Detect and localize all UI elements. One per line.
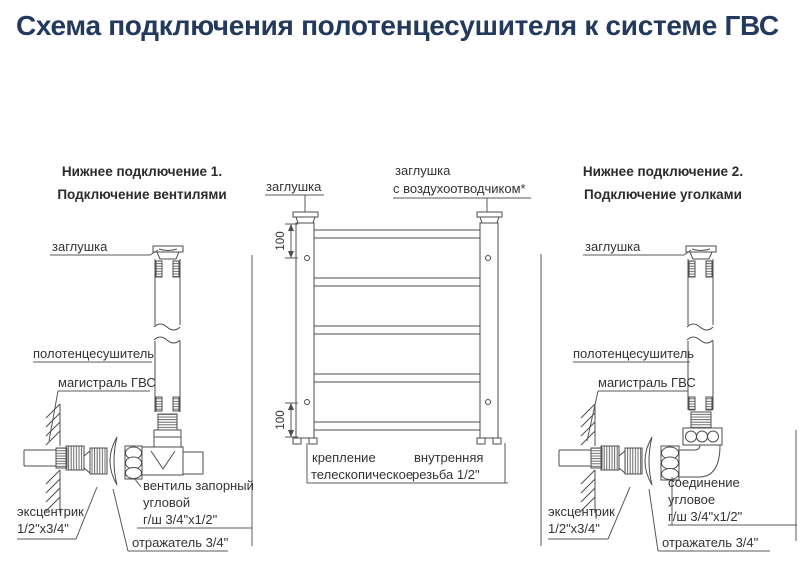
left-label-reflector: отражатель 3/4" [132, 535, 229, 550]
mid-label-mount-1: крепление [312, 450, 376, 465]
right-angle-elbow [661, 412, 722, 480]
right-label-reflector: отражатель 3/4" [662, 535, 759, 550]
mid-label-mount-2: телескопическое [311, 467, 414, 482]
mid-label-thread-2: резьба 1/2" [412, 467, 480, 482]
left-towel-rail-pipe [153, 246, 183, 412]
right-label-towel-rail: полотенцесушитель [573, 346, 695, 361]
right-label-plug: заглушка [585, 239, 641, 254]
rail-body [293, 223, 501, 444]
left-eccentric [66, 446, 107, 474]
left-label-towel-rail: полотенцесушитель [33, 346, 155, 361]
left-label-valve-3: г/ш 3/4"x1/2" [143, 512, 218, 527]
dim-top-100: 100 [275, 231, 287, 251]
right-label-elbow-2: угловое [668, 492, 716, 507]
left-wall-and-main [24, 404, 67, 513]
left-label-valve-1: вентиль запорный [143, 478, 254, 493]
left-label-main: магистраль ГВС [58, 375, 156, 390]
page-title: Схема подключения полотенцесушителя к системе ГВС [16, 10, 779, 41]
right-label-main: магистраль ГВС [598, 375, 696, 390]
rail-plugs [293, 212, 502, 223]
right-wall-and-main [559, 404, 602, 513]
left-label-eccentric-1: эксцентрик [17, 504, 84, 519]
right-label-elbow-3: г/ш 3/4"x1/2" [668, 509, 743, 524]
left-label-valve-2: угловой [143, 495, 191, 510]
panel-bottom-connection-1 [17, 164, 254, 551]
panel-bottom-connection-2 [548, 164, 797, 551]
left-angle-valve [125, 414, 203, 479]
panel2-heading-line2: Подключение уголками [584, 187, 742, 202]
panel1-heading-line1: Нижнее подключение 1. [61, 164, 223, 179]
right-label-eccentric-2: 1/2"x3/4" [548, 521, 600, 536]
right-reflector [645, 437, 652, 485]
mid-label-airvent-1: заглушка [395, 163, 451, 178]
right-eccentric [601, 446, 642, 474]
dim-bottom-100: 100 [275, 410, 287, 430]
right-label-eccentric-1: эксцентрик [548, 504, 615, 519]
left-label-eccentric-2: 1/2"x3/4" [17, 521, 69, 536]
left-label-plug: заглушка [52, 239, 108, 254]
panel-rail-front-view [265, 163, 541, 546]
left-reflector [110, 437, 117, 485]
mid-label-plug: заглушка [266, 179, 322, 194]
rail-dimensions [275, 224, 298, 437]
panel2-heading-line1: Нижнее подключение 2. [582, 164, 744, 179]
mid-label-thread-1: внутренняя [414, 450, 484, 465]
panel1-heading-line2: Подключение вентилями [57, 187, 227, 202]
mid-label-airvent-2: с воздухоотводчиком* [393, 181, 526, 196]
right-label-elbow-1: соединение [668, 475, 740, 490]
